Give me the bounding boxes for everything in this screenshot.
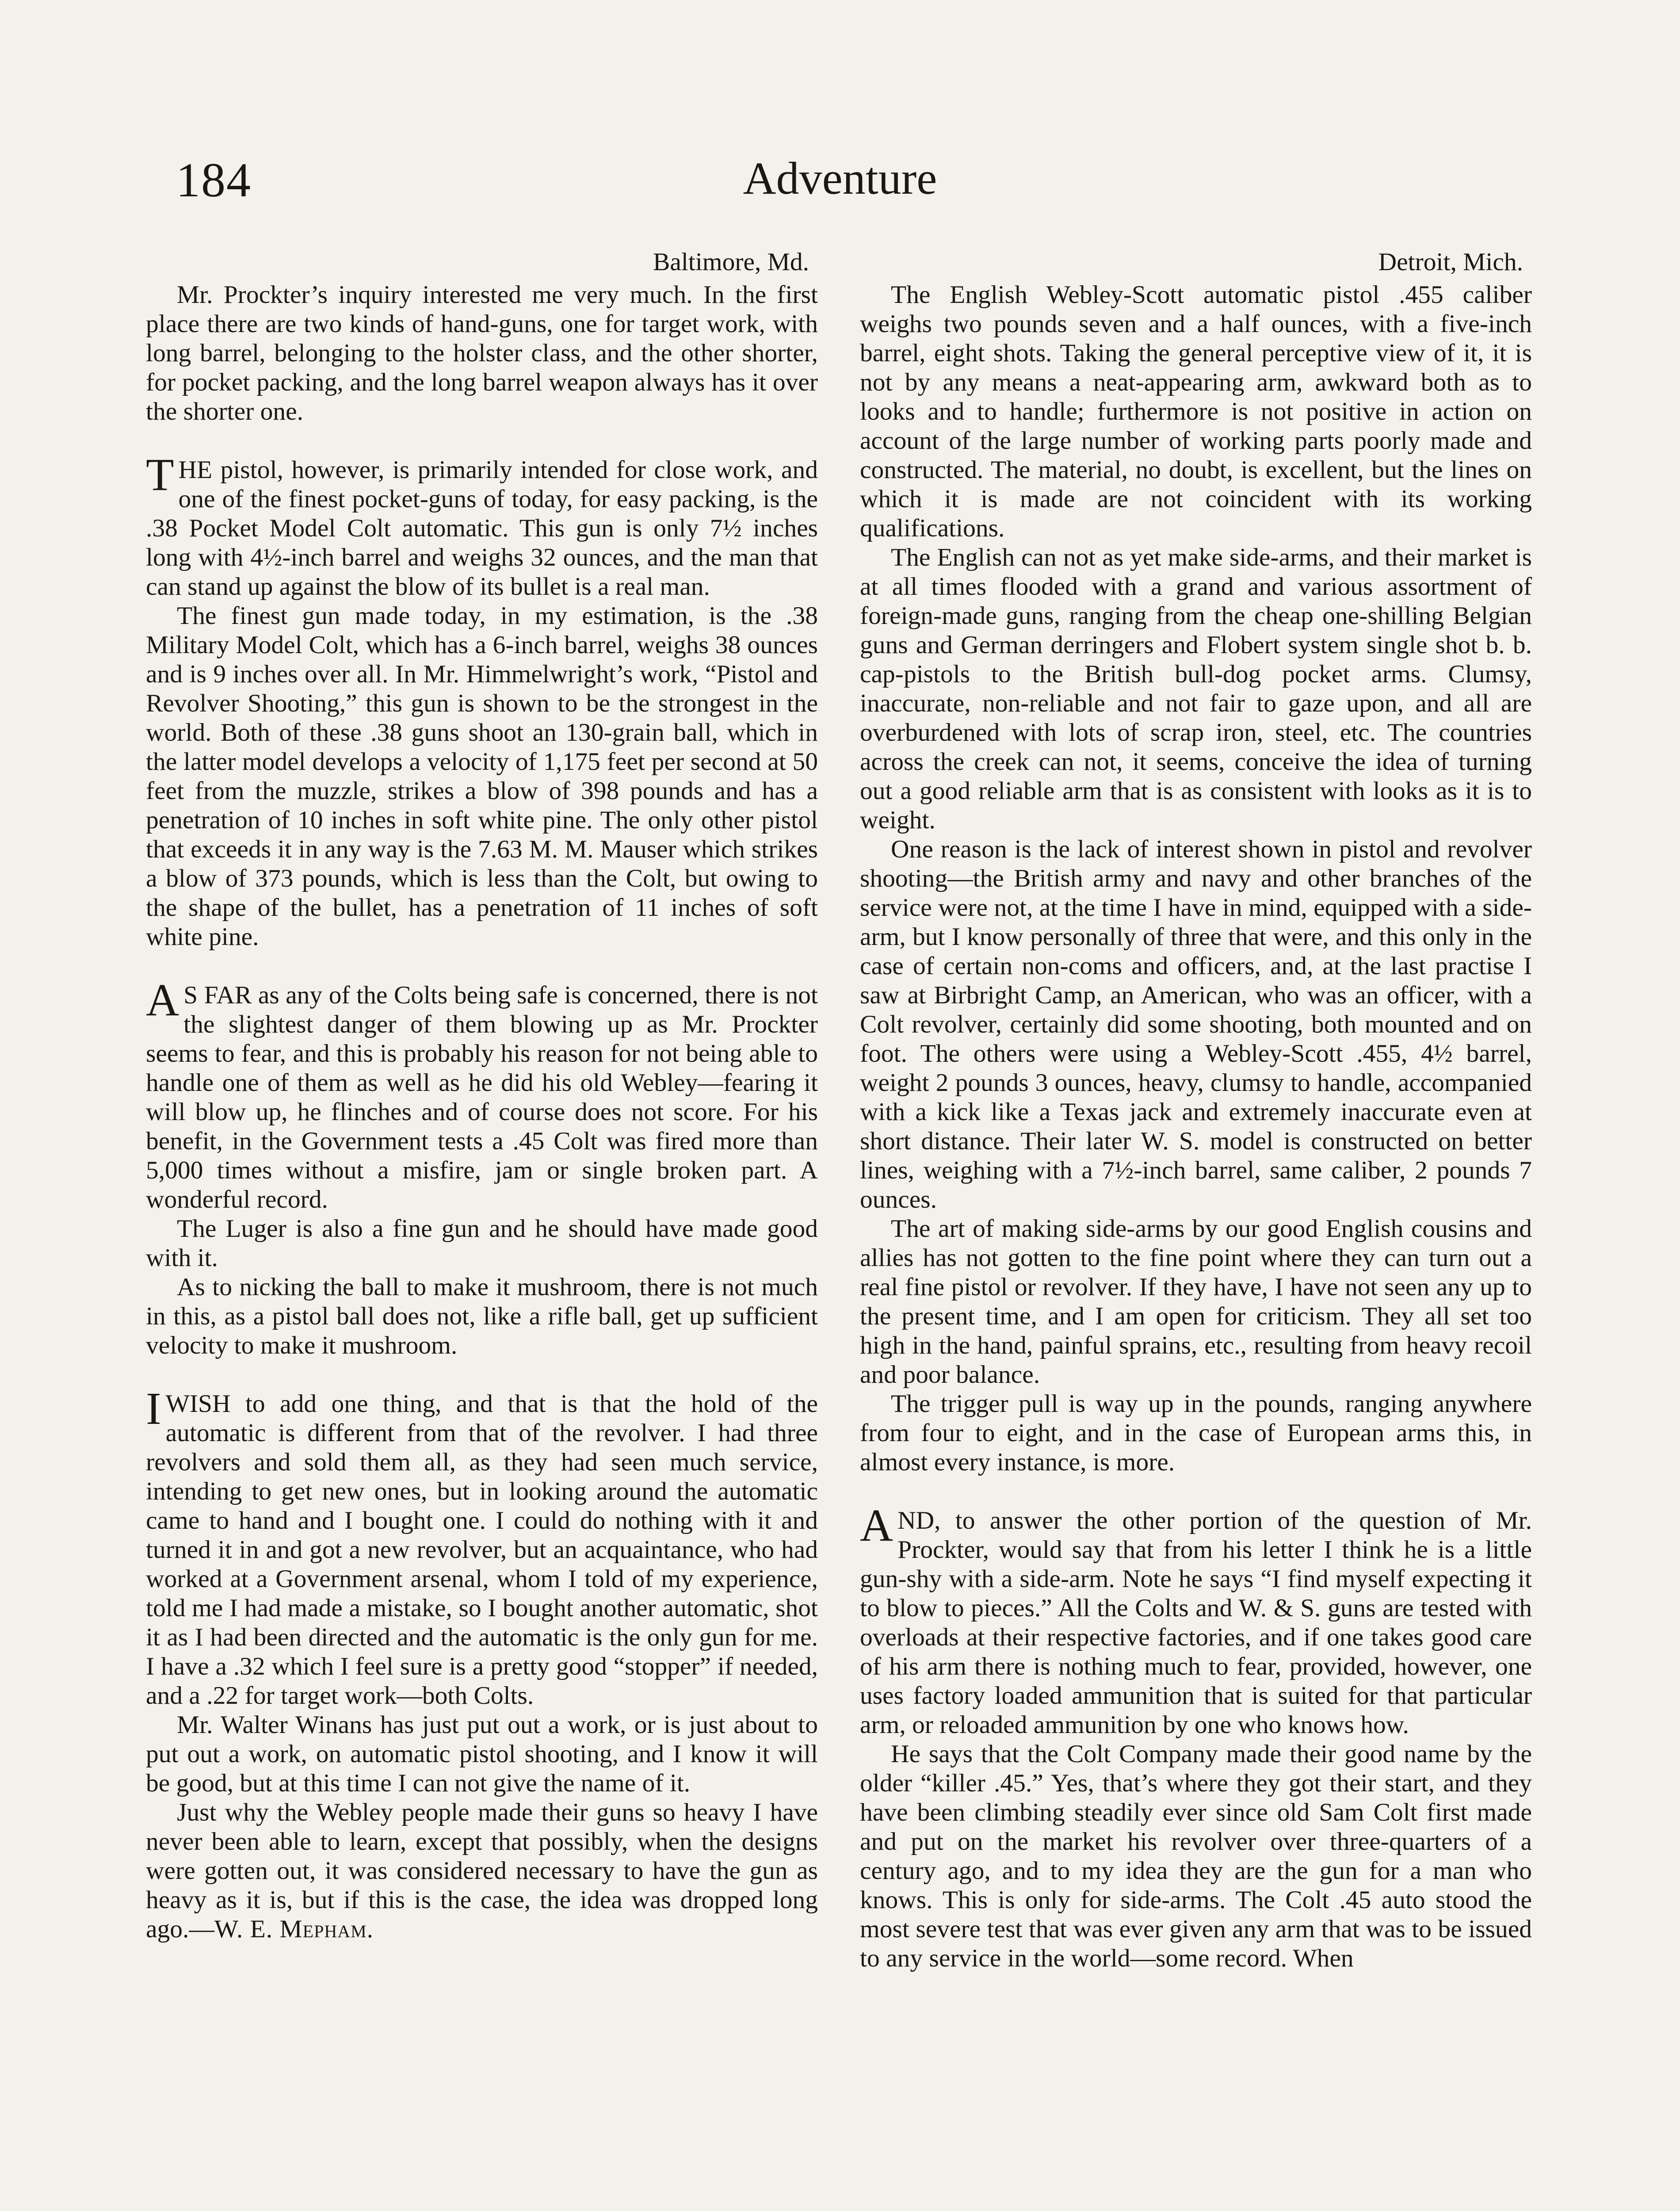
drop-cap: T [146, 449, 174, 500]
right-column [860, 248, 1532, 1973]
paragraph: The English Webley-Scott automatic pistol .455 caliber weighs two pounds seven and a half ounces, with a five-inch barrel, eight shots. Taking the general perceptive view of it, it is not by any means a neat-appearing arm, awkward both as to looks and to handle; furthermore is not positive in action on account of the large number of working parts poorly made and constructed. The material, no doubt, is excellent, but the lines on which it is made are not coincident with its working qualifications. [860, 281, 1532, 542]
paragraph: Mr. Walter Winans has just put out a work, or is just about to put out a work, on automatic pistol shooting, and I know it will be good, but at this time I can not give the name of it. [146, 1711, 818, 1797]
paragraph-text: ND, to answer the other portion of the question of Mr. Prockter, would say that from his letter I think he is a little gun-shy with a side-arm. Note he says “I find myself expecting it to blow to pieces.” All the Colts and W. & S. guns are tested with overloads at their respective factories, and if one takes good care of his arm there is nothing much to fear, provided, however, one uses factory loaded ammunition that is suited for that particular arm, or reloaded ammunition by one who knows how. [860, 1507, 1532, 1739]
paragraph: The finest gun made today, in my estimation, is the .38 Military Model Colt, which has a 6-inch barrel, weighs 38 ounces and is 9 inches over all. In Mr. Himmelwright’s work, “Pistol and Revolver Shooting,” this gun is shown to be the strongest in the world. Both of these .38 guns shoot an 130-grain ball, which in the latter model develops a velocity of 1,175 feet per second at 50 feet from the muzzle, strikes a blow of 398 pounds and has a penetration of 10 inches in soft white pine. The only other pistol that exceeds it in any way is the 7.63 M. M. Mauser which strikes a blow of 373 pounds, which is less than the Colt, but owing to the shape of the bullet, has a penetration of 11 inches of soft white pine. [146, 602, 818, 951]
page-number: 184 [176, 153, 252, 207]
paragraph-text: Just why the Webley people made their guns so heavy I have never been able to learn, except that possibly, when the designs were gotten out, it was considered necessary to have the gun as heavy as it is, but if this is the case, the idea was dropped long ago.— [146, 1798, 818, 1943]
dateline-detroit: Detroit, Mich. [1378, 248, 1523, 276]
paragraph-dropcap [860, 1500, 1532, 1740]
paragraph [146, 1798, 818, 1944]
drop-cap: I [146, 1383, 161, 1434]
paragraph-text: HE pistol, however, is primarily intended for close work, and one of the finest pocket-guns of today, for easy packing, is the .38 Pocket Model Colt automatic. This gun is only 7½ inches long with 4½-inch barrel and weighs 32 ounces, and the man that can stand up against the blow of its bullet is a real man. [146, 456, 818, 601]
left-column [146, 248, 818, 1944]
paragraph-text: WISH to add one thing, and that is that the hold of the automatic is different from that of the revolver. I had three revolvers and sold them all, as they had seen much service, intending to get new ones, but in looking around the automatic came to hand and I bought one. I could do nothing with it and turned it in and got a new revolver, but an acquaintance, who had worked at a Government arsenal, whom I told of my experience, told me I had made a mistake, so I bought another automatic, shot it as I had been directed and the automatic is the only gun for me. I have a .32 which I feel sure is a pretty good “stopper” if needed, and a .22 for target work—both Colts. [146, 1390, 818, 1710]
drop-cap: A [146, 975, 179, 1025]
paragraph: Mr. Prockter’s inquiry interested me very much. In the first place there are two kinds of hand-guns, one for target work, with long barrel, belonging to the holster class, and the other shorter, for pocket packing, and the long barrel weapon always has it over the shorter one. [146, 281, 818, 425]
paragraph-dropcap [146, 1383, 818, 1710]
paragraph: One reason is the lack of interest shown in pistol and revolver shooting—the British army and navy and other branches of the service were not, at the time I have in mind, equipped with a side-arm, but I know personally of three that were, and this only in the case of certain non-coms and officers, and, at the last practise I saw at Birbright Camp, an American, who was an officer, with a Colt revolver, certainly did some shooting, both mounted and on foot. The others were using a Webley-Scott .455, 4½ barrel, weight 2 pounds 3 ounces, heavy, clumsy to handle, accompanied with a kick like a Texas jack and extremely inaccurate even at short distance. Their later W. S. model is constructed on better lines, weighing with a 7½-inch barrel, same caliber, 2 pounds 7 ounces. [860, 835, 1532, 1213]
drop-cap: A [860, 1500, 893, 1551]
paragraph: He says that the Colt Company made their good name by the older “killer .45.” Yes, that’s where they got their start, and they have been climbing steadily ever since old Sam Colt first made and put on the market his revolver over three-quarters of a century ago, and to my idea they are the gun for a man who knows. This is only for side-arms. The Colt .45 auto stood the most severe test that was ever given any arm that was to be issued to any service in the world—some record. When [860, 1740, 1532, 1972]
paragraph-dropcap [146, 975, 818, 1214]
paragraph: The English can not as yet make side-arms, and their market is at all times flooded with a grand and various assortment of foreign-made guns, ranging from the cheap one-shilling Belgian guns and German derringers and Flobert system single shot b. b. cap-pistols to the British bull-dog pocket arms. Clumsy, inaccurate, non-reliable and not fair to gaze upon, and all are overburdened with lots of scrap iron, steel, etc. The countries across the creek can not, it seems, conceive the idea of turning out a good reliable arm that is as consistent with looks as it is to weight. [860, 543, 1532, 834]
paragraph: As to nicking the ball to make it mushroom, there is not much in this, as a pistol ball does not, like a rifle ball, get up sufficient velocity to make it mushroom. [146, 1273, 818, 1359]
paragraph: The art of making side-arms by our good English cousins and allies has not gotten to the fine point where they can turn out a real fine pistol or revolver. If they have, I have not seen any up to the present time, and I am open for criticism. They all set too high in the hand, painful sprains, etc., resulting from heavy recoil and poor balance. [860, 1215, 1532, 1389]
dateline-baltimore: Baltimore, Md. [653, 248, 809, 276]
signature: W. E. Mepham. [214, 1915, 374, 1943]
running-title: Adventure [743, 153, 937, 204]
paragraph: The trigger pull is way up in the pounds, ranging anywhere from four to eight, and in the case of European arms this, in almost every instance, is more. [860, 1390, 1532, 1476]
paragraph: The Luger is also a fine gun and he should have made good with it. [146, 1215, 818, 1272]
paragraph-dropcap [146, 449, 818, 601]
paragraph-text: S FAR as any of the Colts being safe is concerned, there is not the slightest danger of them blowing up as Mr. Prockter seems to fear, and this is probably his reason for not being able to handle one of them as well as he did his old Webley—fearing it will blow up, he flinches and of course does not score. For his benefit, in the Government tests a .45 Colt was fired more than 5,000 times without a misfire, jam or single broken part. A wonderful record. [146, 981, 818, 1213]
